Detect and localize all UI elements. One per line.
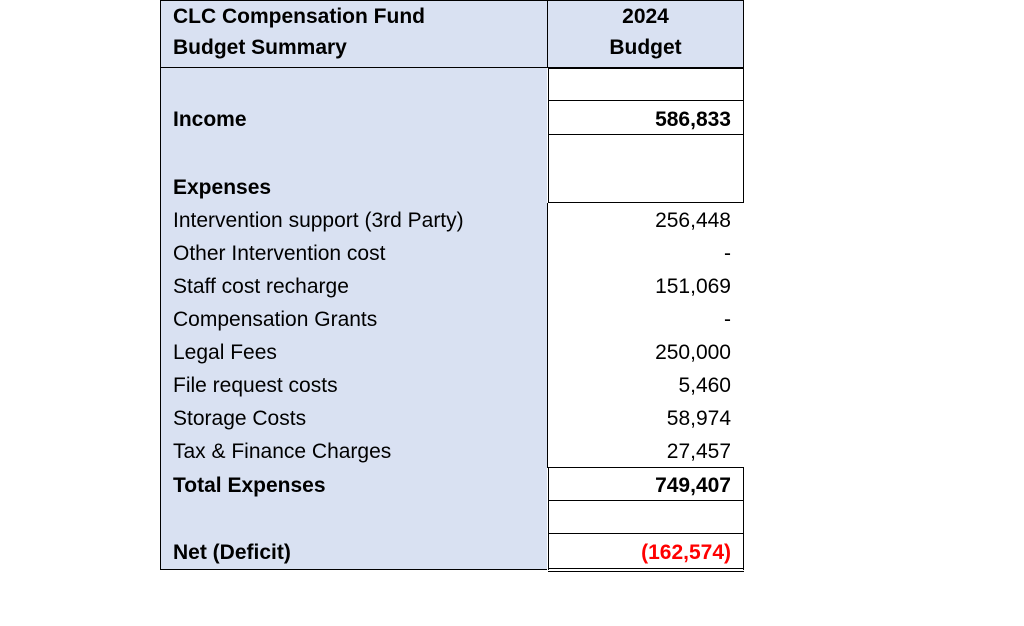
total-expenses-label: Total Expenses — [173, 474, 326, 497]
empty-cell — [548, 134, 744, 203]
net-deficit-value: (162,574) — [641, 541, 731, 564]
total-expenses-value: 749,407 — [655, 474, 731, 497]
income-value: 586,833 — [655, 108, 731, 131]
column-year: 2024 — [622, 5, 669, 28]
budget-summary-table — [160, 0, 744, 570]
expense-label: Compensation Grants — [173, 308, 378, 331]
expense-value: 58,974 — [666, 407, 731, 430]
empty-cell — [548, 500, 744, 534]
income-label: Income — [173, 108, 247, 131]
expense-value: 27,457 — [666, 440, 731, 463]
expense-label: Other Intervention cost — [173, 242, 386, 265]
column-divider — [547, 203, 548, 468]
expenses-heading: Expenses — [173, 176, 272, 199]
expense-label: File request costs — [173, 374, 338, 397]
expense-value: - — [724, 242, 731, 265]
title-line-1: CLC Compensation Fund — [173, 5, 425, 28]
expense-value: 256,448 — [655, 209, 731, 232]
title-line-2: Budget Summary — [173, 36, 347, 59]
expense-label: Tax & Finance Charges — [173, 440, 392, 463]
expense-label: Legal Fees — [173, 341, 277, 364]
expense-value: - — [724, 308, 731, 331]
expense-label: Staff cost recharge — [173, 275, 349, 298]
column-budget: Budget — [609, 36, 682, 59]
empty-cell — [548, 68, 744, 101]
expense-value: 5,460 — [678, 374, 731, 397]
expense-label: Intervention support (3rd Party) — [173, 209, 464, 232]
expense-value: 151,069 — [655, 275, 731, 298]
expense-label: Storage Costs — [173, 407, 307, 430]
net-deficit-label: Net (Deficit) — [173, 541, 291, 564]
expense-value: 250,000 — [655, 341, 731, 364]
